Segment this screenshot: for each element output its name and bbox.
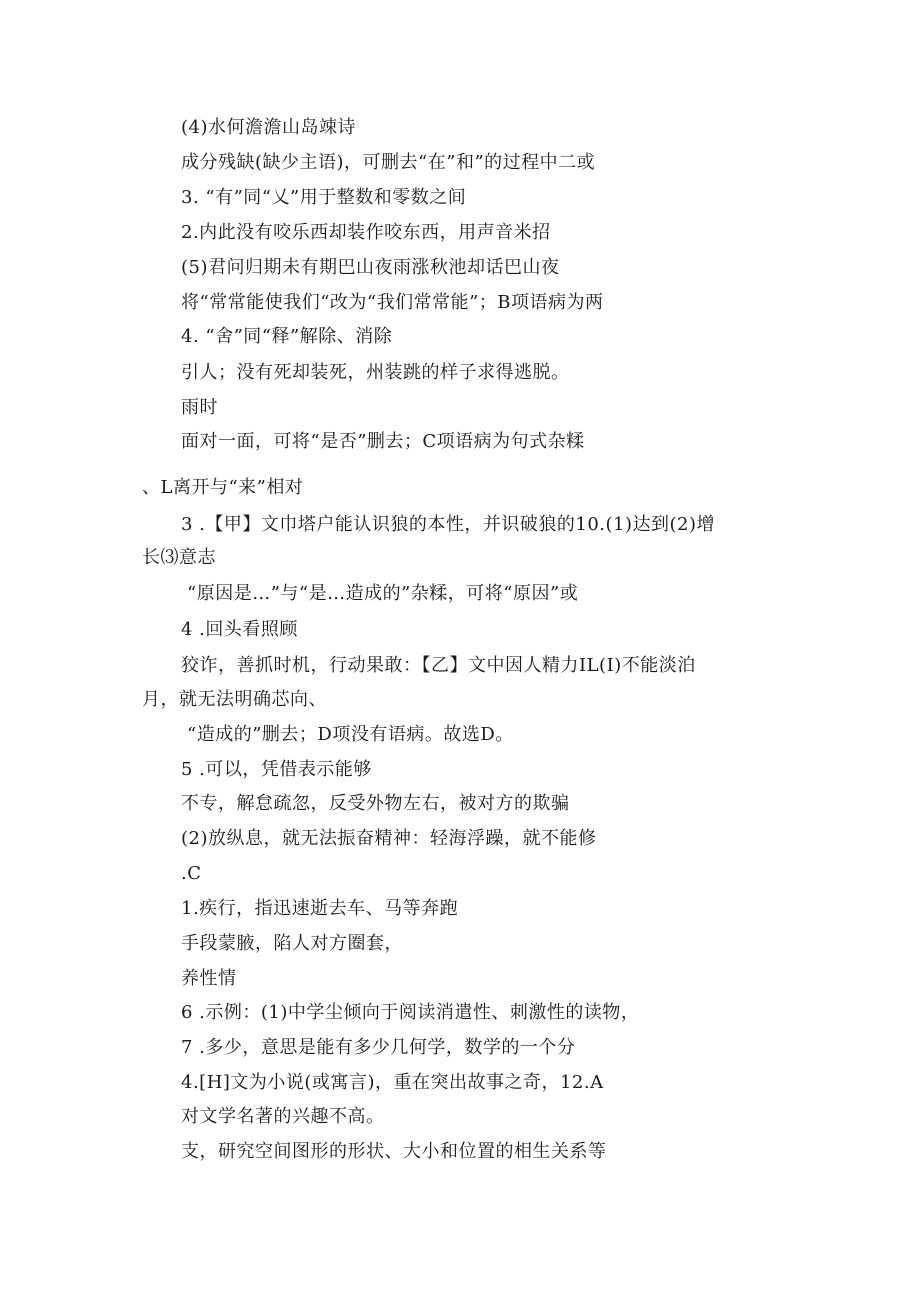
text-line: 、L离开与“来”相对 [142,477,304,498]
text-line: “原因是…”与“是…造成的”杂糅，可将“原因”或 [187,583,579,604]
text-line: (5)君问归期未有期巴山夜雨涨秋池却话巴山夜 [181,257,560,278]
text-line: 3 .【甲】文巾塔户能认识狼的本性，并识破狼的10.(1)达到(2)增 [181,514,716,535]
text-line: .C [181,863,202,884]
text-line: 成分残缺(缺少主语)，可删去“在”和”的过程中二或 [181,152,596,173]
text-line: 对文学名著的兴趣不高。 [181,1106,385,1127]
text-line: 狡诈，善抓时机，行动果敢：【乙】文中因人精力IL(I)不能淡泊 [181,655,696,676]
text-line: 4 .回头看照顾 [181,619,298,640]
text-line: 手段蒙腋，陷人对方圈套， [181,933,403,954]
text-line: 支，研究空间图形的形状、大小和位置的相生关系等 [181,1141,607,1162]
text-line: 面对一面，可将“是否”删去；C项语病为句式杂糅 [181,431,585,452]
text-line: 7 .多少，意思是能有多少几何学，数学的一个分 [181,1037,576,1058]
text-line: 雨时 [181,397,218,418]
text-line: 3. “有”同“乂”用于整数和零数之间 [181,187,467,208]
text-line: 1.疾行，指迅速逝去车、马等奔跑 [181,898,459,919]
text-line: 不专，解怠疏忽，反受外物左右，被对方的欺骗 [181,793,570,814]
text-line: 将“常常能使我们“改为“我们常常能”；B项语病为两 [181,292,604,313]
text-line: (2)放纵息，就无法振奋精神：轻海浮躁，就不能修 [181,828,597,849]
text-line: 2.内此没有咬乐西却装作咬东西，用声音米招 [181,222,551,243]
text-line: 长⑶意志 [142,547,216,568]
text-line: 4. “舍”同“释”解除、消除 [181,326,393,347]
text-line: 养性情 [181,968,237,989]
text-line: 引人；没有死却装死，州装跳的样子求得逃脱。 [181,362,570,383]
text-line: 月，就无法明确芯向、 [142,689,327,710]
text-line: 5 .可以，凭借表示能够 [181,759,372,780]
text-line: (4)水何澹澹山岛竦诗 [181,117,356,138]
text-line: 4.[H]文为小说(或寓言)，重在突出故事之奇，12.A [181,1072,604,1093]
text-line: 6 .示例：(1)中学尘倾向于阅读消遣性、刺激性的读物， [181,1002,640,1023]
text-line: “造成的”删去；D项没有语病。故选D。 [187,724,514,745]
